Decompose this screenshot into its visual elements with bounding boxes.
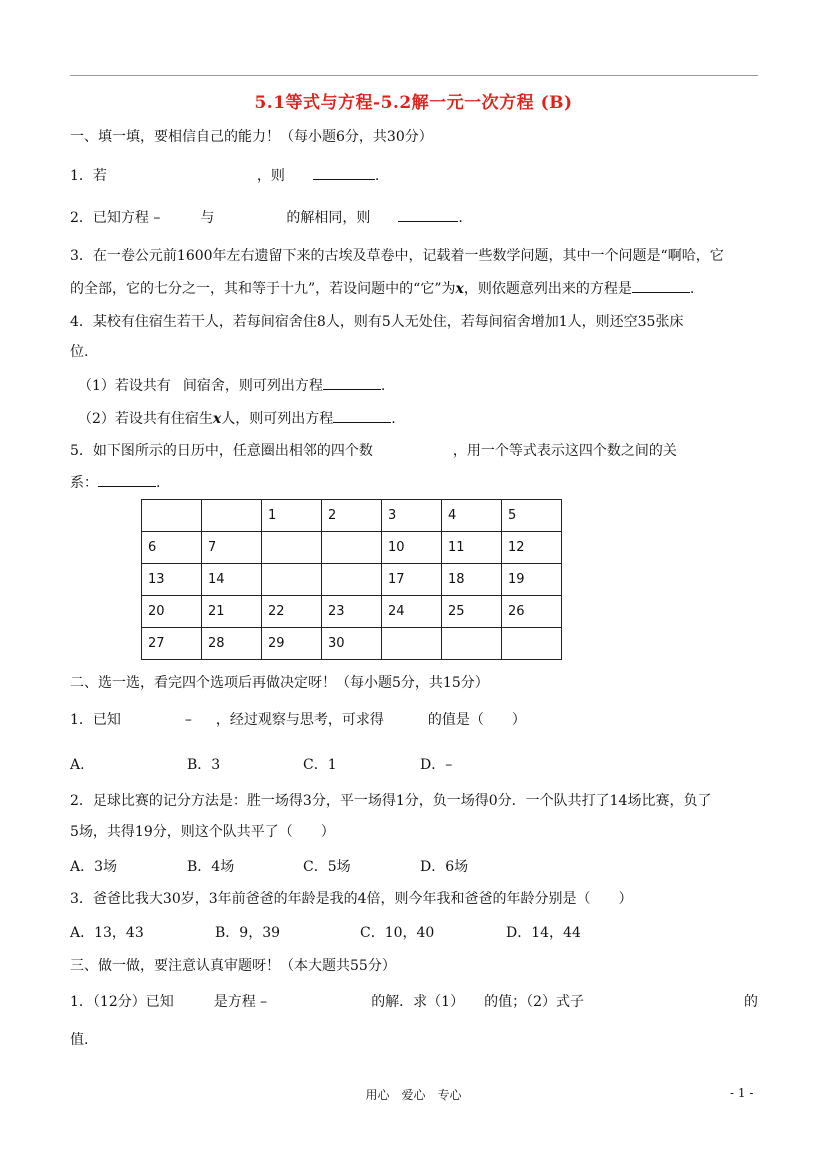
calendar-cell: 22 [262, 596, 322, 628]
calendar-cell: 7 [202, 532, 262, 564]
calendar-cell: 14 [202, 564, 262, 596]
calendar-row [142, 596, 562, 628]
answer-blank[interactable] [323, 375, 381, 390]
option-c[interactable]: C．5场 [303, 859, 351, 875]
calendar-cell [262, 564, 322, 596]
s1-question-3-line2: 的全部，它的七分之一，其和等于十九”，若设问题中的“它”为x，则依题意列出来的方程是 . [70, 278, 694, 299]
s1-question-2: 2．已知方程 – 与 的解相同，则 . [70, 207, 463, 228]
s1-question-4-sub1: （1）若设共有 间宿舍，则可列出方程 . [78, 375, 385, 396]
option-d[interactable]: D．6场 [420, 859, 469, 875]
calendar-cell: 1 [262, 500, 322, 532]
s1-question-4-sub2: （2）若设共有住宿生x人，则可列出方程 . [78, 408, 396, 429]
calendar-cell [142, 500, 202, 532]
calendar-cell: 27 [142, 628, 202, 660]
option-a[interactable]: A. [70, 757, 85, 773]
header-rule [70, 75, 758, 76]
calendar-cell: 11 [442, 532, 502, 564]
section1-heading: 一、填一填，要相信自己的能力！（每小题6分，共30分） [70, 129, 433, 145]
calendar-cell: 29 [262, 628, 322, 660]
calendar-cell [202, 500, 262, 532]
answer-blank[interactable] [313, 165, 375, 180]
calendar-cell: 30 [322, 628, 382, 660]
s1-question-4-line2: 位. [70, 344, 89, 360]
option-b[interactable]: B．3 [187, 757, 221, 773]
calendar-cell [502, 628, 562, 660]
option-c[interactable]: C．1 [303, 757, 337, 773]
s2-question-3-line1: 3．爸爸比我大30岁，3年前爸爸的年龄是我的4倍，则今年我和爸爸的年龄分别是（ ） [70, 891, 633, 907]
calendar-row [142, 564, 562, 596]
section3-heading: 三、做一做，要注意认真审题呀！（本大题共55分） [70, 958, 396, 974]
calendar-cell: 5 [502, 500, 562, 532]
calendar-row [142, 628, 562, 660]
answer-blank[interactable] [632, 278, 690, 293]
option-a[interactable]: A．13，43 [70, 925, 144, 941]
s2-question-2-line1: 2．足球比赛的记分方法是：胜一场得3分，平一场得1分，负一场得0分．一个队共打了14场比赛，负了 [70, 793, 712, 809]
page-number: - 1 - [730, 1086, 754, 1100]
footer-motto: 用心 爱心 专心 [365, 1088, 462, 1102]
option-a[interactable]: A．3场 [70, 859, 118, 875]
option-b[interactable]: B．9，39 [215, 925, 281, 941]
calendar-cell: 25 [442, 596, 502, 628]
option-c[interactable]: C．10，40 [360, 925, 435, 941]
calendar-cell: 12 [502, 532, 562, 564]
calendar-cell: 18 [442, 564, 502, 596]
s1-question-1: 1．若 ，则 . [70, 165, 379, 186]
calendar-cell [322, 564, 382, 596]
calendar-cell: 26 [502, 596, 562, 628]
calendar-cell: 23 [322, 596, 382, 628]
answer-blank[interactable] [98, 472, 156, 487]
calendar-cell: 24 [382, 596, 442, 628]
option-b[interactable]: B．4场 [187, 859, 235, 875]
option-d[interactable]: D．– [420, 757, 453, 773]
calendar-cell: 3 [382, 500, 442, 532]
s1-question-3-line1: 3．在一卷公元前1600年左右遗留下来的古埃及草卷中，记载着一些数学问题，其中一个问题是“啊哈，它 [70, 248, 724, 264]
answer-blank[interactable] [333, 408, 391, 423]
calendar-cell: 28 [202, 628, 262, 660]
calendar-cell: 20 [142, 596, 202, 628]
s1-question-5-line2: 系： . [70, 472, 160, 493]
s2-question-1: 1．已知 – ，经过观察与思考，可求得 的值是（ ） [70, 712, 526, 728]
calendar-cell [442, 628, 502, 660]
calendar-cell [322, 532, 382, 564]
page-title: 5.1等式与方程-5.2解一元一次方程 (B) [254, 93, 573, 113]
calendar-cell: 21 [202, 596, 262, 628]
calendar-cell: 4 [442, 500, 502, 532]
calendar-row [142, 532, 562, 564]
calendar-cell: 2 [322, 500, 382, 532]
calendar-cell: 10 [382, 532, 442, 564]
option-d[interactable]: D．14，44 [506, 925, 581, 941]
section2-heading: 二、选一选，看完四个选项后再做决定呀！（每小题5分，共15分） [70, 675, 489, 691]
s1-question-5-line1: 5．如下图所示的日历中，任意圈出相邻的四个数 ，用一个等式表示这四个数之间的关 [70, 443, 677, 459]
calendar-cell: 17 [382, 564, 442, 596]
calendar-row [142, 500, 562, 532]
calendar-table [141, 499, 562, 660]
s1-question-4-line1: 4．某校有住宿生若干人，若每间宿舍住8人，则有5人无处住，若每间宿舍增加1人，则还空35张床 [70, 314, 684, 330]
s3-question-1-line1: 1．（12分）已知 是方程 – 的解．求（1） 的值；（2）式子 的 [70, 994, 758, 1010]
calendar-cell [262, 532, 322, 564]
s3-question-1-line2: 值. [70, 1032, 89, 1048]
calendar-cell: 19 [502, 564, 562, 596]
s2-question-2-line2: 5场，共得19分，则这个队共平了（ ） [70, 824, 335, 840]
calendar-cell [382, 628, 442, 660]
calendar-cell: 13 [142, 564, 202, 596]
calendar-cell: 6 [142, 532, 202, 564]
answer-blank[interactable] [398, 207, 458, 222]
